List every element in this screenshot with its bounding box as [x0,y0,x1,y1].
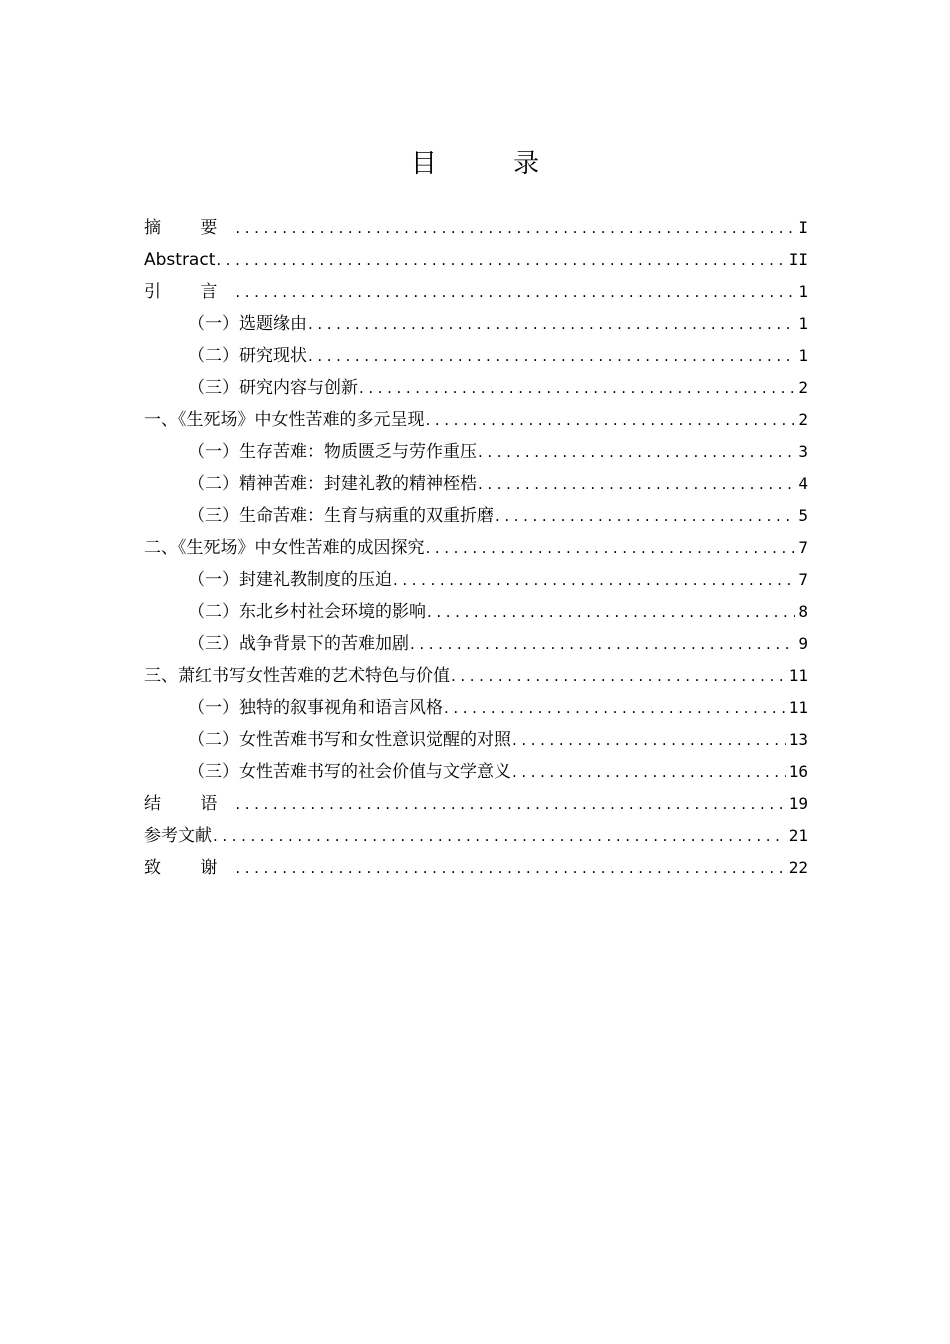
toc-page-number: 3 [798,442,808,461]
toc-entry [144,564,808,596]
toc-dot-leader [216,244,785,276]
toc-entry-label: Abstract [144,250,216,270]
toc-page-number: 8 [798,602,808,621]
toc-entry-label: 致 谢 [144,858,235,878]
toc-dot-leader [410,628,795,660]
toc-entry [144,596,808,628]
toc-entry-label: （一）独特的叙事视角和语言风格 [188,698,443,718]
toc-entry [144,852,808,884]
toc-entry [144,276,808,308]
toc-entry-label: 三、萧红书写女性苦难的艺术特色与价值 [144,666,450,686]
toc-entry [144,212,808,244]
toc-dot-leader [393,564,795,596]
toc-entry-label: 摘 要 [144,218,235,238]
toc-entry-label: （三）研究内容与创新 [188,378,358,398]
toc-dot-leader [426,404,796,436]
toc-entry [144,628,808,660]
toc-page-number: 7 [798,570,808,589]
toc-dot-leader [478,436,795,468]
toc-page-number: 7 [798,538,808,557]
toc-entry [144,404,808,436]
toc-dot-leader [512,724,786,756]
toc-entry-label: （三）女性苦难书写的社会价值与文学意义 [188,762,511,782]
toc-entry [144,660,808,692]
toc-entry-label: （二）女性苦难书写和女性意识觉醒的对照 [188,730,511,750]
toc-page-number: 11 [788,698,808,717]
toc-entry [144,436,808,468]
toc-page-number: 2 [798,410,808,429]
toc-dot-leader [308,308,795,340]
toc-entry [144,340,808,372]
toc-entry-label: （二）研究现状 [188,346,307,366]
toc-entry-label: （一）封建礼教制度的压迫 [188,570,392,590]
toc-dot-leader [359,372,795,404]
toc-dot-leader [495,500,795,532]
toc-entry [144,500,808,532]
toc-entry [144,756,808,788]
toc-entry-label: 二、《生死场》中女性苦难的成因探究 [144,538,425,558]
toc-entry-label: （三）战争背景下的苦难加剧 [188,634,409,654]
toc-entry [144,372,808,404]
toc-page-number: 22 [788,858,808,877]
toc-entry-label: （一）生存苦难：物质匮乏与劳作重压 [188,442,477,462]
toc-page-number: 5 [798,506,808,525]
toc-entry [144,308,808,340]
toc-page-number: 9 [798,634,808,653]
toc-entry [144,244,808,276]
toc-title: 目 录 [410,149,574,179]
table-of-contents [144,212,808,884]
toc-entry [144,724,808,756]
toc-dot-leader [512,756,786,788]
toc-page-number: II [788,250,808,269]
toc-page-number: 4 [798,474,808,493]
toc-dot-leader [444,692,786,724]
toc-entry [144,692,808,724]
toc-page-number: I [798,218,808,237]
toc-dot-leader [235,852,785,884]
toc-entry-label: （二）东北乡村社会环境的影响 [188,602,426,622]
toc-dot-leader [235,788,785,820]
toc-entry-label: （三）生命苦难：生育与病重的双重折磨 [188,506,494,526]
toc-entry-label: 参考文献 [144,826,212,846]
toc-entry [144,468,808,500]
toc-dot-leader [426,532,796,564]
toc-entry-label: 一、《生死场》中女性苦难的多元呈现 [144,410,425,430]
toc-page-number: 1 [798,282,808,301]
toc-page-number: 1 [798,314,808,333]
toc-dot-leader [235,276,795,308]
toc-entry-label: 引 言 [144,282,235,302]
toc-dot-leader [308,340,795,372]
toc-dot-leader [235,212,795,244]
toc-page-number: 19 [788,794,808,813]
toc-page-number: 2 [798,378,808,397]
toc-dot-leader [478,468,795,500]
toc-page-number: 16 [788,762,808,781]
toc-entry [144,820,808,852]
toc-entry-label: 结 语 [144,794,235,814]
toc-page-number: 21 [788,826,808,845]
toc-dot-leader [427,596,795,628]
toc-page-number: 13 [788,730,808,749]
toc-dot-leader [451,660,786,692]
toc-entry [144,788,808,820]
toc-page-number: 1 [798,346,808,365]
toc-entry [144,532,808,564]
toc-dot-leader [213,820,786,852]
toc-page-number: 11 [788,666,808,685]
toc-entry-label: （一）选题缘由 [188,314,307,334]
toc-entry-label: （二）精神苦难：封建礼教的精神桎梏 [188,474,477,494]
